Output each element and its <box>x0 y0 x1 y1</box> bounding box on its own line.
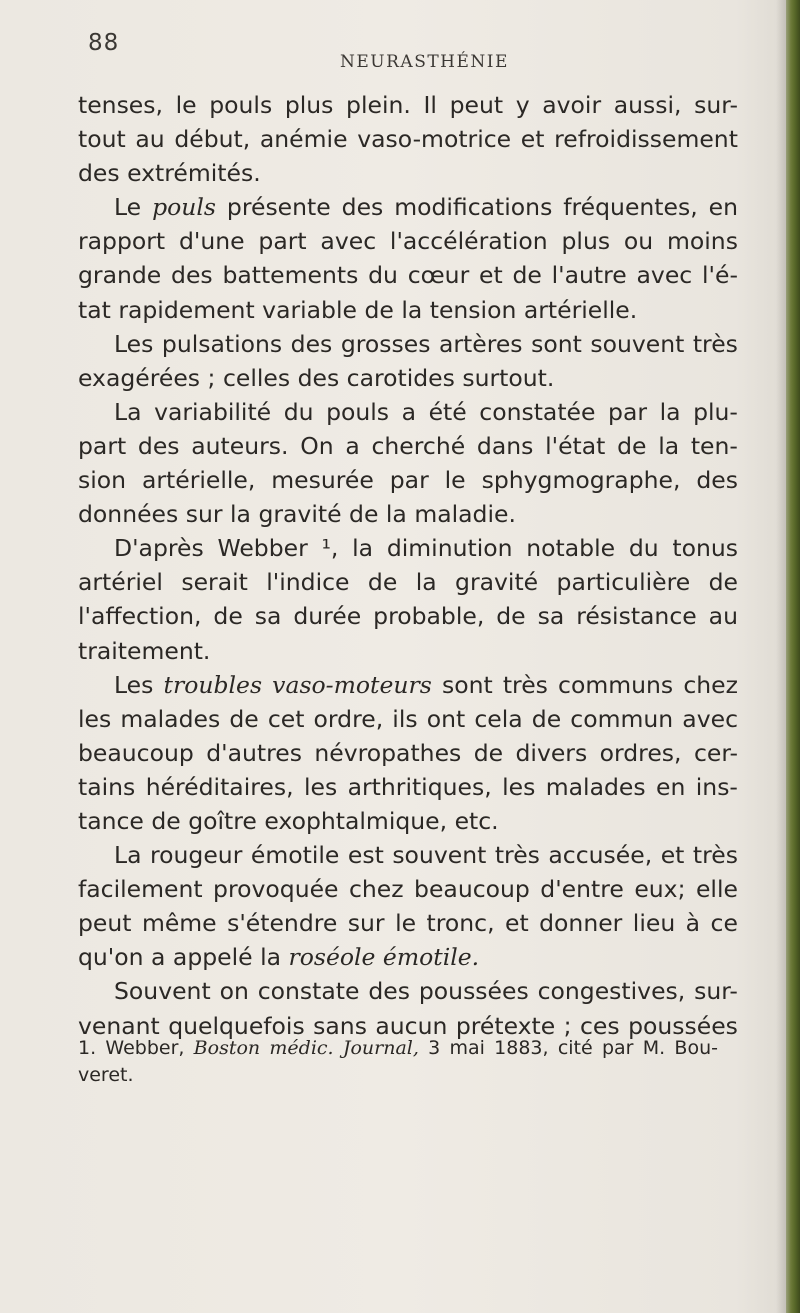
word: de <box>512 261 542 290</box>
word: gravité <box>455 568 539 597</box>
word: sur <box>347 909 385 938</box>
word: etc. <box>454 806 499 835</box>
word: beaucoup <box>78 738 194 767</box>
word: variabilité <box>154 397 272 426</box>
word: sans <box>313 1011 367 1040</box>
word: anémie <box>259 125 348 154</box>
word: chez <box>348 875 404 904</box>
word: la <box>401 295 423 324</box>
word: plu- <box>693 397 738 426</box>
word: peut <box>78 909 132 938</box>
word: la <box>385 500 407 529</box>
word: y <box>515 91 530 119</box>
word: modifications <box>394 193 553 222</box>
word: elle <box>695 875 738 904</box>
word: tension <box>429 295 517 324</box>
text-line <box>78 361 738 395</box>
word: exagérées <box>78 363 201 392</box>
word: congestives, <box>537 977 686 1006</box>
word: cité <box>557 1037 593 1059</box>
text-line <box>78 668 738 702</box>
word: est <box>347 841 384 870</box>
word: présente <box>226 193 331 222</box>
word: Le <box>114 193 142 222</box>
word: qu'on <box>78 943 144 972</box>
word: très <box>502 670 548 699</box>
word: peut <box>449 91 504 119</box>
word: accusée, <box>548 841 653 870</box>
word: d'une <box>178 227 245 256</box>
word: de <box>151 806 181 835</box>
word: mesurée <box>271 466 374 495</box>
word: ten- <box>690 431 738 460</box>
word: de <box>229 704 259 733</box>
word: exophtalmique, <box>264 806 448 835</box>
word: et <box>505 909 529 938</box>
word: artérielle. <box>523 295 638 324</box>
footnote-line: veret. <box>78 1064 134 1086</box>
word: le <box>175 91 197 119</box>
word: la <box>658 431 680 460</box>
word: et <box>479 261 503 290</box>
text-line <box>78 224 738 258</box>
word: ; <box>207 363 216 392</box>
word: de <box>349 500 379 529</box>
word: lieu <box>632 909 676 938</box>
word: ordre, <box>313 704 384 733</box>
word: en <box>708 193 738 222</box>
word: on <box>219 977 249 1006</box>
word: sont <box>441 670 493 699</box>
footnote-line <box>78 1035 718 1062</box>
word: beaucoup <box>414 875 530 904</box>
text-line <box>78 906 738 940</box>
word: donner <box>539 909 623 938</box>
word: vaso-moteurs <box>272 670 432 699</box>
word: poussées <box>628 1011 738 1040</box>
text-line <box>78 531 738 565</box>
word: plus <box>561 227 611 256</box>
word: souvent <box>392 841 487 870</box>
word: souvent <box>590 329 685 358</box>
word: tonus <box>672 534 738 563</box>
word: de <box>708 568 738 597</box>
word: tenses, <box>78 91 163 119</box>
word: gravité <box>258 500 342 529</box>
word: ¹, <box>321 534 339 563</box>
text-line <box>78 156 738 190</box>
word: tains <box>78 772 136 801</box>
word: D'après <box>114 534 204 563</box>
word: grosses <box>340 329 431 358</box>
word: eux; <box>634 875 686 904</box>
word: des <box>368 977 410 1006</box>
text-line <box>78 599 738 633</box>
word: celles <box>222 363 291 392</box>
word: très <box>494 841 540 870</box>
book-edge <box>786 0 800 1313</box>
word: ces <box>580 1011 620 1040</box>
word: médic. <box>269 1037 334 1059</box>
page-gutter-shadow <box>776 0 786 1313</box>
word: les <box>78 704 112 733</box>
word: même <box>141 909 217 938</box>
text-line <box>78 122 738 156</box>
word: cet <box>267 704 305 733</box>
word: pouls <box>209 91 273 119</box>
word: de <box>367 568 398 597</box>
word: et <box>660 841 685 870</box>
word: constatée <box>479 397 596 426</box>
word: par <box>601 1037 634 1059</box>
text-line <box>78 395 738 429</box>
word: La <box>114 841 142 870</box>
word: début, <box>174 125 251 154</box>
word: venant <box>78 1011 160 1040</box>
word: moins <box>667 227 738 256</box>
word: des <box>78 159 120 188</box>
text-line <box>78 293 738 327</box>
word: malades <box>120 704 221 733</box>
word: divers <box>515 738 588 767</box>
word: arthritiques, <box>347 772 492 801</box>
word: malades <box>545 772 646 801</box>
word: ont <box>426 704 466 733</box>
word: émotile. <box>382 943 480 972</box>
text-line <box>78 872 738 906</box>
word: tout <box>78 125 126 154</box>
word: au <box>708 602 738 631</box>
word: 1883, <box>494 1037 549 1059</box>
word: cela <box>474 704 523 733</box>
footnote <box>78 1035 718 1089</box>
word: des <box>297 363 340 392</box>
word: avec <box>682 704 738 733</box>
text-line <box>78 974 738 1008</box>
word: 3 <box>428 1037 441 1059</box>
word: plus <box>284 91 334 119</box>
word: l'indice <box>266 568 350 597</box>
word: particulière <box>556 568 691 597</box>
text-line <box>78 258 738 292</box>
word: plein. <box>346 91 411 119</box>
word: ins- <box>695 772 738 801</box>
word: des <box>696 466 738 495</box>
word: facilement <box>78 875 203 904</box>
word: a <box>151 943 166 972</box>
text-line <box>78 190 738 224</box>
word: ce <box>710 909 738 938</box>
word: La <box>114 397 142 426</box>
word: des <box>171 261 213 290</box>
word: grande <box>78 261 162 290</box>
body-text <box>78 88 738 1043</box>
word: la <box>415 568 437 597</box>
word: avoir <box>542 91 602 119</box>
word: a <box>345 431 360 460</box>
word: avec <box>320 227 377 256</box>
word: goître <box>188 806 257 835</box>
word: artérielle, <box>141 466 256 495</box>
word: névropathes <box>314 738 462 767</box>
word: 1. <box>78 1037 97 1059</box>
word: l'accélération <box>389 227 548 256</box>
word: l'autre <box>551 261 627 290</box>
word: aussi, <box>613 91 682 119</box>
word: du <box>368 261 398 290</box>
word: prétexte <box>455 1011 556 1040</box>
word: auteurs. <box>191 431 289 460</box>
text-line <box>78 565 738 599</box>
word: constate <box>257 977 360 1006</box>
word: la <box>230 500 251 529</box>
word: des <box>137 431 180 460</box>
word: les <box>303 772 338 801</box>
word: s'étendre <box>227 909 338 938</box>
word: Bou- <box>674 1037 718 1059</box>
text-line <box>78 702 738 736</box>
word: dans <box>476 431 534 460</box>
word: tance <box>78 806 144 835</box>
word: cer- <box>693 738 738 767</box>
word: de <box>213 602 243 631</box>
word: tronc, <box>426 909 495 938</box>
word: traitement. <box>78 636 211 665</box>
word: pouls <box>152 193 216 222</box>
word: du <box>628 534 659 563</box>
word: part <box>258 227 307 256</box>
word: de <box>473 738 504 767</box>
word: cœur <box>407 261 470 290</box>
text-line <box>78 463 738 497</box>
word: aucun <box>375 1011 448 1040</box>
word: l'état <box>545 431 606 460</box>
word: ordres, <box>599 738 682 767</box>
word: maladie. <box>414 500 516 529</box>
word: au <box>135 125 165 154</box>
word: sur- <box>694 977 738 1006</box>
word: très <box>692 841 738 870</box>
word: le <box>444 466 466 495</box>
word: appelé <box>172 943 253 972</box>
text-line <box>78 804 738 838</box>
word: Les <box>114 329 154 358</box>
word: Webber, <box>105 1037 185 1059</box>
word: probable, <box>373 602 485 631</box>
word: la <box>659 397 681 426</box>
text-line <box>78 88 738 122</box>
word: part <box>78 431 127 460</box>
word: communs <box>558 670 674 699</box>
word: Boston <box>193 1037 261 1059</box>
word: quelquefois <box>168 1011 305 1040</box>
word: l'affection, <box>78 602 202 631</box>
word: sa <box>254 602 282 631</box>
word: surtout. <box>462 363 555 392</box>
word: notable <box>526 534 616 563</box>
word: ils <box>392 704 418 733</box>
word: refroidissement <box>554 125 738 154</box>
text-line <box>78 736 738 770</box>
word: le <box>395 909 417 938</box>
word: d'autres <box>206 738 302 767</box>
word: tat <box>78 295 111 324</box>
word: sa <box>537 602 565 631</box>
word: sont <box>531 329 582 358</box>
word: extrémités. <box>127 159 261 188</box>
word: poussées <box>418 977 529 1006</box>
word: de <box>531 704 562 733</box>
word: vaso-motrice <box>357 125 512 154</box>
word: des <box>290 329 333 358</box>
word: à <box>685 909 701 938</box>
word: résistance <box>576 602 697 631</box>
word: sphygmographe, <box>481 466 681 495</box>
word: la <box>260 943 282 972</box>
word: sion <box>78 466 127 495</box>
word: variable <box>262 295 357 324</box>
word: pouls <box>326 397 390 426</box>
word: sur <box>185 500 223 529</box>
word: très <box>692 329 738 358</box>
word: troubles <box>163 670 263 699</box>
word: Les <box>114 670 154 699</box>
text-line <box>78 634 738 668</box>
text-line <box>78 838 738 872</box>
word: ou <box>623 227 654 256</box>
text-line <box>78 429 738 463</box>
word: a <box>401 397 417 426</box>
word: provoquée <box>213 875 339 904</box>
word: rougeur <box>150 841 243 870</box>
word: la <box>352 534 374 563</box>
word: pulsations <box>161 329 283 358</box>
word: diminution <box>386 534 513 563</box>
word: en <box>656 772 686 801</box>
word: ; <box>563 1011 572 1040</box>
word: roséole <box>288 943 376 972</box>
word: mai <box>449 1037 485 1059</box>
word: de <box>496 602 526 631</box>
word: commun <box>570 704 674 733</box>
word: battements <box>222 261 359 290</box>
page-number: 88 <box>88 30 120 56</box>
word: des <box>341 193 384 222</box>
word: été <box>428 397 467 426</box>
word: Il <box>423 91 437 119</box>
word: de <box>617 431 647 460</box>
word: par <box>389 466 429 495</box>
word: de <box>364 295 394 324</box>
word: artères <box>438 329 523 358</box>
word: chez <box>683 670 738 699</box>
word: données <box>78 500 179 529</box>
text-line <box>78 497 738 531</box>
word: Webber <box>217 534 308 563</box>
word: M. <box>642 1037 666 1059</box>
word: Souvent <box>114 977 211 1006</box>
word: rapport <box>78 227 166 256</box>
word: carotides <box>346 363 455 392</box>
word: les <box>502 772 536 801</box>
word: fréquentes, <box>563 193 698 222</box>
text-line <box>78 940 738 974</box>
word: rapidement <box>118 295 255 324</box>
word: sur- <box>694 91 738 119</box>
word: avec <box>636 261 693 290</box>
word: artériel <box>78 568 163 597</box>
word: émotile <box>250 841 340 870</box>
word: d'entre <box>540 875 624 904</box>
word: Journal, <box>342 1037 419 1059</box>
word: et <box>520 125 545 154</box>
word: héréditaires, <box>145 772 294 801</box>
word: durée <box>293 602 362 631</box>
word: cherché <box>371 431 466 460</box>
word: serait <box>181 568 248 597</box>
word: par <box>608 397 648 426</box>
text-line <box>78 770 738 804</box>
text-line <box>78 327 738 361</box>
running-head: NEURASTHÉNIE <box>340 52 509 72</box>
word: l'é- <box>702 261 738 290</box>
word: On <box>300 431 334 460</box>
word: du <box>283 397 314 426</box>
